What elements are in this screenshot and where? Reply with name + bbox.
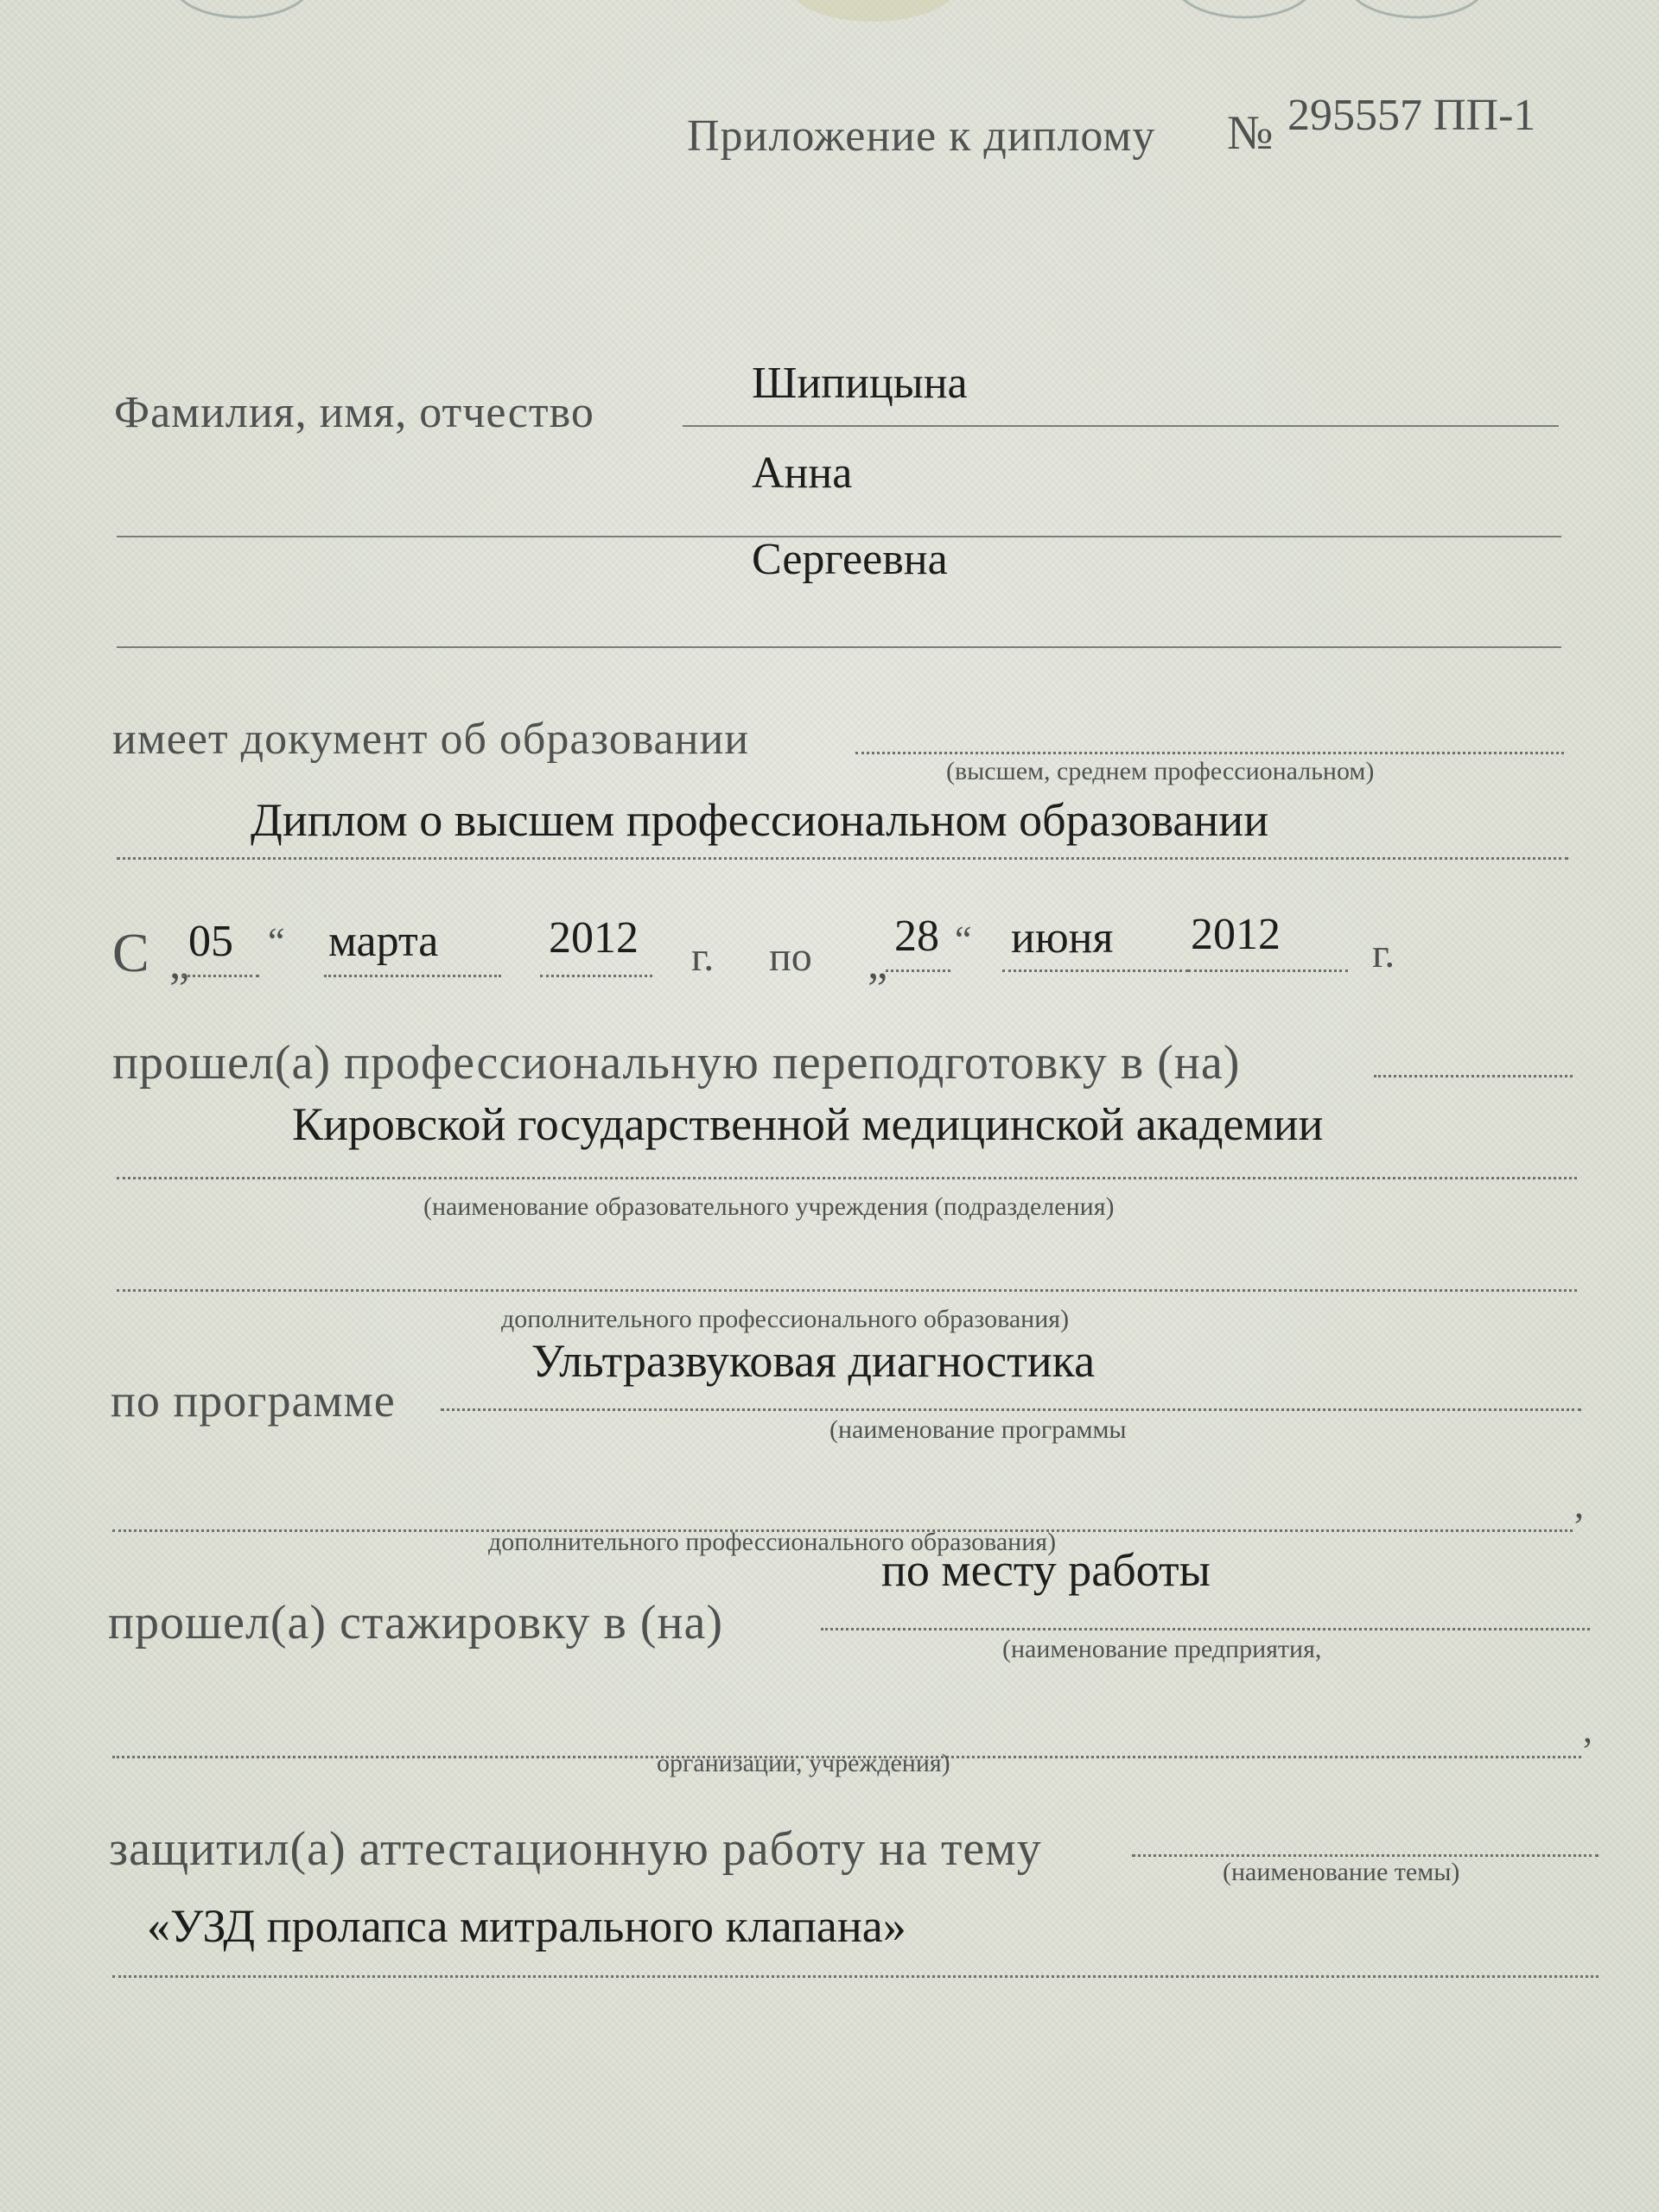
diploma-number: 295557 ПП-1 xyxy=(1287,91,1536,140)
decorative-ornament-border xyxy=(0,0,1659,35)
from-year-suffix: г. xyxy=(691,934,715,980)
fio-line-1 xyxy=(683,425,1559,427)
to-year-line xyxy=(1188,969,1348,972)
program-label: по программе xyxy=(111,1375,396,1427)
to-year-suffix: г. xyxy=(1372,931,1395,976)
to-month: июня xyxy=(1011,913,1114,963)
program-hint-1: (наименование программы xyxy=(830,1415,1127,1444)
internship-value: по месту работы xyxy=(881,1544,1211,1596)
first-name: Анна xyxy=(752,448,853,498)
retraining-institution: Кировской государственной медицинской академии xyxy=(292,1098,1324,1150)
thesis-value-line xyxy=(112,1975,1599,1978)
education-value-line xyxy=(117,857,1568,860)
period-to-prefix: по xyxy=(769,934,812,980)
internship-hint-1: (наименование предприятия, xyxy=(1002,1635,1322,1663)
retraining-label: прошел(а) профессиональную переподготовку в (на) xyxy=(112,1036,1241,1090)
internship-line xyxy=(821,1628,1590,1630)
thesis-label-line xyxy=(1132,1854,1599,1857)
fio-label: Фамилия, имя, отчество xyxy=(114,388,594,437)
from-day-line xyxy=(181,975,259,977)
period-from-prefix: С xyxy=(112,922,149,983)
to-day-line xyxy=(886,969,950,972)
patronymic: Сергеевна xyxy=(752,535,948,584)
to-month-line xyxy=(1002,969,1188,972)
from-year: 2012 xyxy=(549,913,639,963)
from-month-line xyxy=(324,975,501,977)
to-day: 28 xyxy=(894,912,939,961)
document-title: Приложение к диплому xyxy=(687,111,1156,161)
program-hint-2: дополнительного профессионального образования) xyxy=(488,1528,1057,1556)
to-year: 2012 xyxy=(1191,910,1281,959)
number-sign: № xyxy=(1227,106,1274,160)
thesis-hint: (наименование темы) xyxy=(1223,1858,1460,1886)
education-hint: (высшем, среднем профессиональном) xyxy=(946,757,1375,785)
open-quote-from: „ xyxy=(169,939,190,988)
program-comma: , xyxy=(1574,1484,1584,1526)
close-quote-from: “ xyxy=(268,920,285,963)
program-line xyxy=(441,1408,1581,1411)
thesis-label: защитил(а) аттестационную работу на тему xyxy=(109,1822,1042,1876)
internship-comma: , xyxy=(1583,1708,1592,1751)
thesis-value: «УЗД пролапса митрального клапана» xyxy=(147,1900,906,1952)
close-quote-to: “ xyxy=(955,918,972,961)
from-month: марта xyxy=(328,917,439,966)
education-value: Диплом о высшем профессиональном образовании xyxy=(251,794,1269,846)
internship-hint-2: организации, учреждения) xyxy=(657,1749,950,1777)
education-dotted-line xyxy=(855,752,1564,754)
internship-label: прошел(а) стажировку в (на) xyxy=(108,1596,723,1649)
open-quote-to: „ xyxy=(868,939,888,988)
education-label: имеет документ об образовании xyxy=(112,715,750,764)
program-value: Ультразвуковая диагностика xyxy=(531,1335,1096,1387)
retraining-value-line xyxy=(117,1177,1577,1179)
last-name: Шипицына xyxy=(752,359,968,408)
retraining-hint-1: (наименование образовательного учреждения (подразделения) xyxy=(423,1192,1115,1221)
fio-line-3 xyxy=(117,646,1561,648)
retraining-hint-line xyxy=(117,1289,1577,1292)
retraining-label-line xyxy=(1374,1075,1573,1077)
retraining-hint-2: дополнительного профессионального образования) xyxy=(501,1305,1070,1333)
from-day: 05 xyxy=(188,917,233,966)
from-year-line xyxy=(540,975,652,977)
